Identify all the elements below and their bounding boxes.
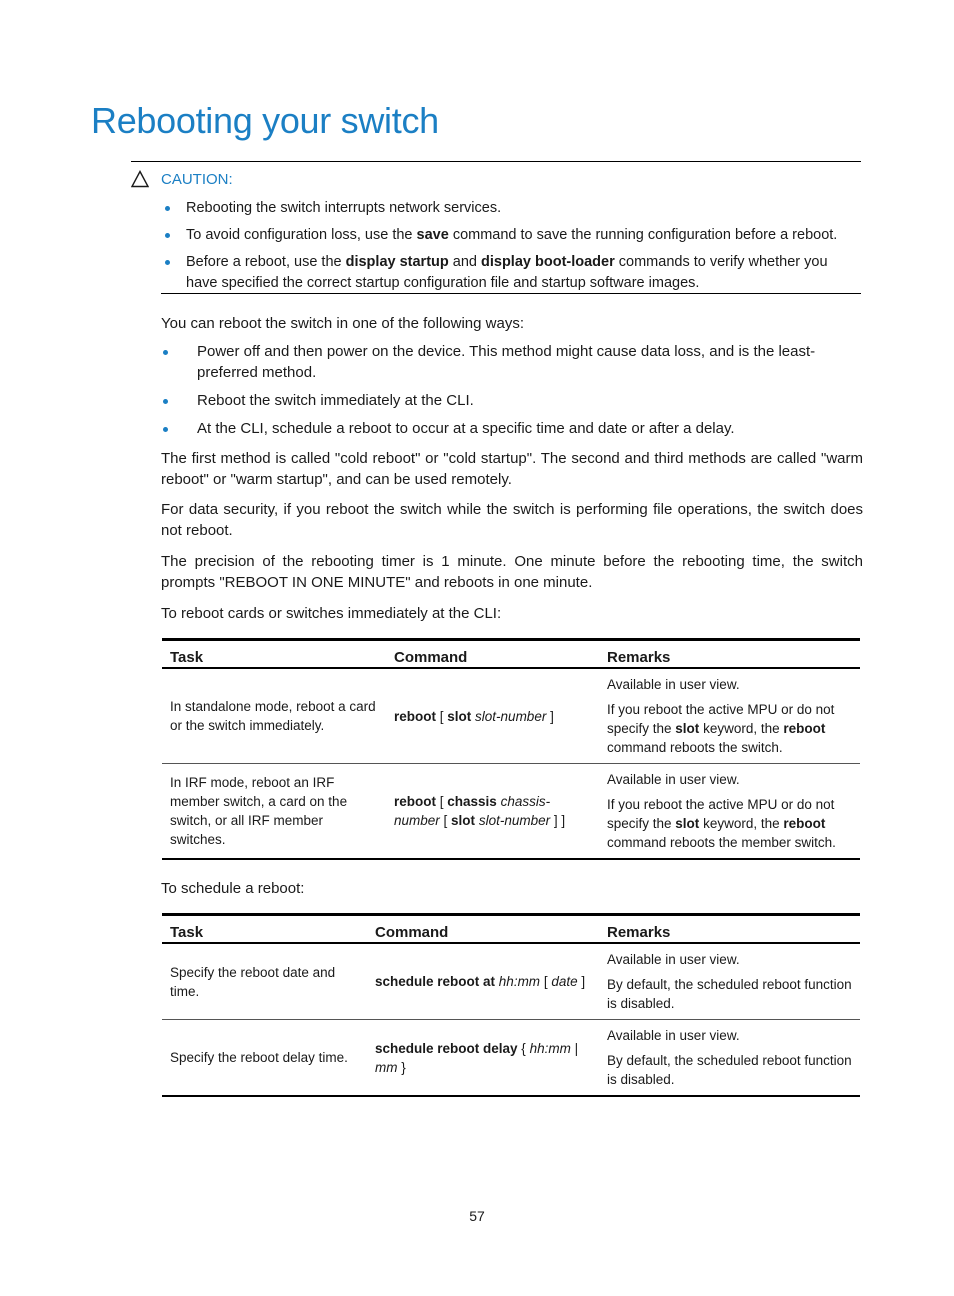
argument-text: chassis-number xyxy=(394,794,551,828)
text-run: Available in user view. xyxy=(607,677,740,692)
column-header-remarks: Remarks xyxy=(607,649,671,666)
text-run: command reboots the member switch. xyxy=(607,835,836,850)
keyword-text: reboot xyxy=(394,794,436,809)
list-item-text: At the CLI, schedule a reboot to occur at a specific time and date or after a delay. xyxy=(197,420,735,437)
remarks-cell xyxy=(599,1020,860,1097)
table-row xyxy=(162,668,860,764)
keyword-text: display startup xyxy=(345,254,449,270)
list-item xyxy=(161,418,863,439)
text-run: [ xyxy=(439,813,452,828)
table-row xyxy=(162,1020,860,1097)
caution-list xyxy=(161,198,861,300)
column-header-task: Task xyxy=(170,649,204,666)
argument-text: mm xyxy=(375,1059,398,1075)
caution-item xyxy=(161,252,861,294)
bullet-icon xyxy=(165,260,170,265)
text-run: Rebooting the switch interrupts network services. xyxy=(186,200,502,216)
command-cell xyxy=(386,668,599,764)
column-header-command: Command xyxy=(375,924,449,941)
paragraph-reboot-immediately: To reboot cards or switches immediately at the CLI: xyxy=(161,605,502,622)
paragraph-cold-warm: The first method is called "cold reboot" or "cold startup". The second and third methods are called "warm reboot" or "warm startup", and can be used remotely. xyxy=(161,450,863,488)
list-item-text: Power off and then power on the device. This method might cause data loss, and is the least-preferred method. xyxy=(197,343,816,381)
text-run: If you reboot the active MPU or do not specify the xyxy=(607,702,835,736)
bullet-icon xyxy=(165,206,170,211)
text-run: If you reboot the active MPU or do not specify the xyxy=(607,797,835,831)
caution-item xyxy=(161,225,861,246)
text-run: command to save the running configuration before a reboot. xyxy=(448,227,838,243)
caution-box xyxy=(131,161,861,291)
caution-header xyxy=(131,170,233,188)
text-run: By default, the scheduled reboot function is disabled. xyxy=(607,977,852,1011)
remark-paragraph xyxy=(607,700,852,757)
page-title: Rebooting your switch xyxy=(91,100,439,141)
argument-text: slot-number xyxy=(475,708,547,724)
column-header-task: Task xyxy=(170,924,204,941)
command-cell xyxy=(367,943,599,1020)
keyword-text: slot xyxy=(447,708,472,724)
text-run: [ xyxy=(540,974,552,989)
task-cell: In standalone mode, reboot a card or the switch immediately. xyxy=(170,699,376,733)
task-cell: Specify the reboot date and time. xyxy=(170,964,336,999)
keyword-text: reboot xyxy=(783,816,826,831)
text-run: To avoid configuration loss, use the xyxy=(186,227,417,243)
keyword-text: save xyxy=(416,227,449,243)
remark-paragraph xyxy=(607,1026,852,1045)
argument-text: hh:mm xyxy=(498,974,541,989)
bullet-icon xyxy=(163,350,168,355)
intro-paragraph: You can reboot the switch in one of the following ways: xyxy=(161,315,525,332)
remarks-cell xyxy=(599,943,860,1020)
text-run: keyword, the xyxy=(699,721,784,736)
caution-bottom-rule xyxy=(161,293,861,294)
keyword-text: schedule reboot at xyxy=(375,974,496,989)
text-run: Available in user view. xyxy=(607,952,740,967)
argument-text: date xyxy=(551,974,578,989)
list-item xyxy=(161,341,863,383)
bullet-icon xyxy=(165,233,170,238)
text-run: By default, the scheduled reboot function is disabled. xyxy=(607,1053,852,1087)
text-run: ] xyxy=(577,974,586,989)
paragraph-timer-precision: The precision of the rebooting timer is 1 minute. One minute before the rebooting time, the switch prompts "REBOOT IN ONE MINUTE" and reboots in one minute. xyxy=(161,553,863,591)
task-cell: In IRF mode, reboot an IRF member switch, a card on the switch, or all IRF member switches. xyxy=(170,775,348,847)
table-row xyxy=(162,943,860,1020)
text-run: | xyxy=(570,1040,579,1056)
text-run: Available in user view. xyxy=(607,772,740,787)
command-cell xyxy=(367,1020,599,1097)
remark-paragraph xyxy=(607,675,852,694)
caution-item xyxy=(161,198,861,219)
argument-text: hh:mm xyxy=(529,1040,571,1056)
bullet-icon xyxy=(163,399,168,404)
text-run: ] ] xyxy=(550,813,566,828)
text-run: Available in user view. xyxy=(607,1028,740,1043)
remarks-cell xyxy=(599,668,860,764)
keyword-text: reboot xyxy=(394,708,436,724)
reboot-immediate-table xyxy=(162,638,860,860)
keyword-text: chassis xyxy=(447,794,497,809)
remark-paragraph xyxy=(607,1051,852,1089)
text-run: and xyxy=(448,254,481,270)
remark-paragraph xyxy=(607,795,852,852)
caution-label: CAUTION: xyxy=(161,170,233,188)
argument-text: slot-number xyxy=(478,813,551,828)
list-item xyxy=(161,390,863,411)
remark-paragraph xyxy=(607,950,852,969)
text-run: commands to verify whether you have specified the correct startup configuration file and startup software images. xyxy=(186,254,828,291)
text-run: keyword, the xyxy=(699,816,784,831)
list-item-text: Reboot the switch immediately at the CLI. xyxy=(197,392,474,409)
keyword-text: slot xyxy=(451,813,476,828)
remark-paragraph xyxy=(607,975,852,1013)
text-run: } xyxy=(397,1059,406,1075)
schedule-reboot-table xyxy=(162,913,860,1097)
text-run: ] xyxy=(546,708,554,724)
command-cell xyxy=(386,764,599,860)
paragraph-data-security: For data security, if you reboot the switch while the switch is performing file operations, the switch does not reboot. xyxy=(161,501,863,539)
keyword-text: slot xyxy=(675,721,700,736)
text-run: [ xyxy=(436,708,448,724)
text-run: { xyxy=(517,1040,530,1056)
keyword-text: reboot xyxy=(783,721,826,736)
task-cell: Specify the reboot delay time. xyxy=(170,1050,348,1065)
keyword-text: display boot-loader xyxy=(481,254,615,270)
keyword-text: schedule reboot delay xyxy=(375,1040,518,1056)
table-header-row xyxy=(162,915,860,944)
schedule-intro: To schedule a reboot: xyxy=(161,880,305,897)
reboot-ways-list xyxy=(161,341,863,446)
remarks-cell xyxy=(599,764,860,860)
column-header-remarks: Remarks xyxy=(607,924,671,941)
page-number: 57 xyxy=(469,1208,485,1224)
text-run: [ xyxy=(436,794,448,809)
keyword-text: slot xyxy=(675,816,700,831)
text-run: command reboots the switch. xyxy=(607,740,783,755)
caution-triangle-icon xyxy=(131,170,149,188)
bullet-icon xyxy=(163,427,168,432)
remark-paragraph xyxy=(607,770,852,789)
table-row xyxy=(162,764,860,860)
column-header-command: Command xyxy=(394,649,468,666)
table-header-row xyxy=(162,640,860,669)
text-run: Before a reboot, use the xyxy=(186,254,346,270)
